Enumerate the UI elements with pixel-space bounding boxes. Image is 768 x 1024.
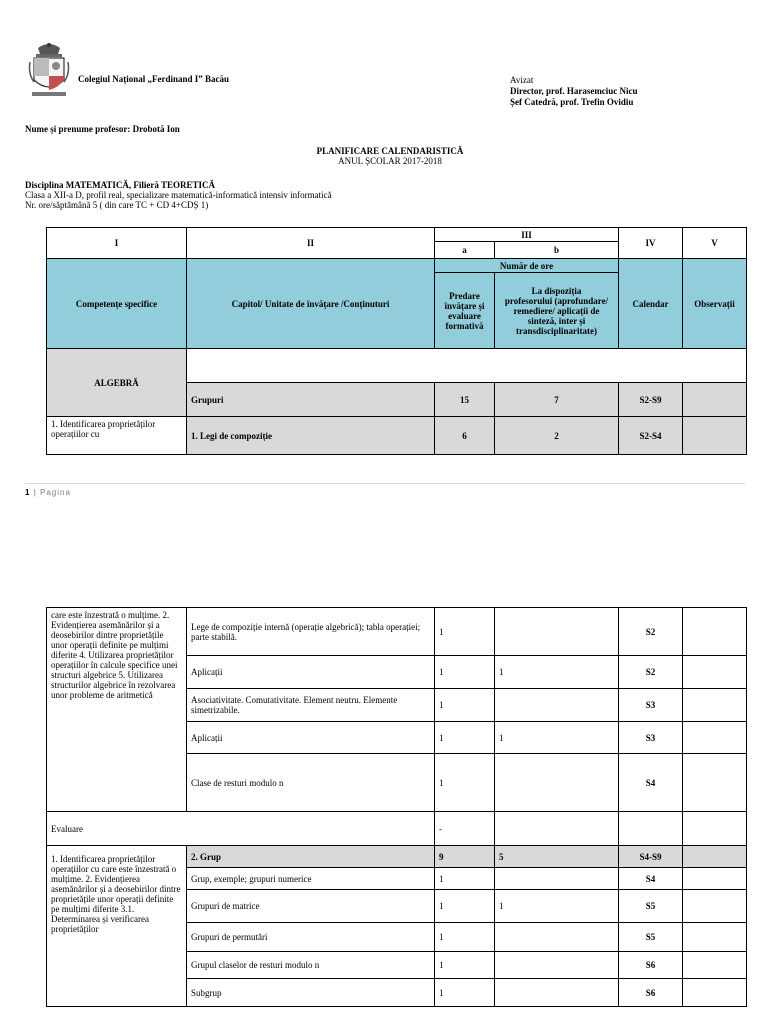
approval-label: Avizat bbox=[510, 75, 534, 85]
calendar-header: Calendar bbox=[619, 259, 683, 349]
grup-calendar: S4-S9 bbox=[619, 846, 683, 868]
nr-ore-header: Număr de ore bbox=[435, 259, 619, 273]
row-hours-a: 1 bbox=[435, 656, 495, 689]
grupuri-calendar: S2-S9 bbox=[619, 383, 683, 417]
row-hours-b bbox=[495, 754, 619, 812]
grup-hours-a: 9 bbox=[435, 846, 495, 868]
row-hours-a: 1 bbox=[435, 754, 495, 812]
row-name: Grupul claselor de resturi modulo n bbox=[187, 952, 435, 979]
capitol-header: Capitol/ Unitate de învățare /Conținuturi bbox=[187, 259, 435, 349]
row-hours-a: 1 bbox=[435, 890, 495, 923]
row-calendar: S5 bbox=[619, 890, 683, 923]
row-name: Grup, exemple; grupuri numerice bbox=[187, 868, 435, 890]
row-calendar: S6 bbox=[619, 979, 683, 1007]
footer-separator: | bbox=[33, 488, 37, 497]
legi-competence: 1. Identificarea proprietăților operațiilor cu bbox=[47, 417, 187, 455]
row-calendar: S2 bbox=[619, 608, 683, 656]
row-name: Aplicații bbox=[187, 656, 435, 689]
competente-header: Competențe specifice bbox=[47, 259, 187, 349]
row-hours-b: 1 bbox=[495, 722, 619, 754]
row-hours-a: 1 bbox=[435, 952, 495, 979]
row-hours-a: 1 bbox=[435, 689, 495, 722]
row-hours-a: 1 bbox=[435, 868, 495, 890]
row-observatii bbox=[683, 754, 747, 812]
predare-header: Predare învățare și evaluare formativă bbox=[435, 273, 495, 349]
row-hours-b bbox=[495, 868, 619, 890]
head-of-department: Șef Catedră, prof. Trefin Ovidiu bbox=[510, 97, 634, 107]
planning-table-page2 bbox=[46, 607, 747, 1007]
title-line-2: ANUL ȘCOLAR 2017-2018 bbox=[338, 156, 442, 166]
grupuri-hours-a: 15 bbox=[435, 383, 495, 417]
legi-calendar: S2-S4 bbox=[619, 417, 683, 455]
row-hours-a: 1 bbox=[435, 608, 495, 656]
row-hours-b bbox=[495, 689, 619, 722]
col-v-header: V bbox=[683, 228, 747, 259]
page-word: Pagina bbox=[40, 488, 71, 497]
legi-observatii bbox=[683, 417, 747, 455]
dispozitie-title: La dispoziția bbox=[531, 285, 582, 296]
row-name: Asociativitate. Comutativitate. Element neutru. Elemente simetrizabile. bbox=[187, 689, 435, 722]
approval-block bbox=[510, 75, 638, 108]
document-title bbox=[0, 146, 768, 166]
col-ii-header: II bbox=[187, 228, 435, 259]
competence-block-1: care este înzestrată o mulțime. 2. Evidențierea asemănărilor și a deosebirilor dintre proprietățile unor operații definite pe mulțimi diferite 4. Utilizarea proprietăților operațiilor în calcule specifice unei structuri algebrice 5. Utilizarea structurilor algebrice în rezolvarea unor probleme de aritmetică bbox=[47, 608, 187, 812]
row-name: Lege de compoziție internă (operație algebrică); tabla operației; parte stabilă. bbox=[187, 608, 435, 656]
grup-hours-b: 5 bbox=[495, 846, 619, 868]
col-iv-header: IV bbox=[619, 228, 683, 259]
row-calendar: S2 bbox=[619, 656, 683, 689]
competence-block-2: 1. Identificarea proprietăților operațiilor cu care este înzestrată o mulțime. 2. Evidențierea asemănărilor și a deosebirilor dintre proprietățile unor operații definite pe mulțimi diferite 3.1. Determinarea și verificarea proprietăților bbox=[47, 846, 187, 1007]
row-observatii bbox=[683, 868, 747, 890]
row-observatii bbox=[683, 608, 747, 656]
footer-divider bbox=[25, 483, 745, 484]
page-number: 1 bbox=[25, 488, 31, 497]
row-observatii bbox=[683, 722, 747, 754]
evaluare-hours-b bbox=[495, 812, 619, 846]
row-calendar: S4 bbox=[619, 868, 683, 890]
col-a-header: a bbox=[435, 242, 495, 259]
dispozitie-body: profesorului (aprofundare/ remediere/ aplicații de sinteză, inter și transdisciplinaritate) bbox=[504, 295, 609, 336]
row-name: Grupuri de permutări bbox=[187, 923, 435, 952]
row-hours-a: 1 bbox=[435, 923, 495, 952]
teacher-name: Nume și prenume profesor: Drobotă Ion bbox=[25, 124, 180, 134]
evaluare-calendar bbox=[619, 812, 683, 846]
row-calendar: S3 bbox=[619, 722, 683, 754]
row-name: Clase de resturi modulo n bbox=[187, 754, 435, 812]
hours-line: Nr. ore/săptămână 5 ( din care TC + CD 4+CDȘ 1) bbox=[25, 200, 209, 210]
row-observatii bbox=[683, 979, 747, 1007]
row-observatii bbox=[683, 689, 747, 722]
row-hours-b bbox=[495, 923, 619, 952]
row-calendar: S6 bbox=[619, 952, 683, 979]
grupuri-unit: Grupuri bbox=[187, 383, 435, 417]
director-name: Director, prof. Harasemciuc Nicu bbox=[510, 86, 638, 96]
row-hours-a: 1 bbox=[435, 979, 495, 1007]
row-hours-b: 1 bbox=[495, 890, 619, 923]
legi-unit: 1. Legi de compoziție bbox=[187, 417, 435, 455]
row-hours-b bbox=[495, 608, 619, 656]
school-crest-logo bbox=[28, 38, 70, 100]
discipline-info bbox=[25, 180, 332, 210]
row-name: Aplicații bbox=[187, 722, 435, 754]
empty-row bbox=[187, 349, 747, 383]
row-name: Grupuri de matrice bbox=[187, 890, 435, 923]
class-line: Clasa a XII-a D, profil real, specializare matematică-informatică intensiv informatică bbox=[25, 190, 332, 200]
grupuri-hours-b: 7 bbox=[495, 383, 619, 417]
legi-hours-a: 6 bbox=[435, 417, 495, 455]
row-observatii bbox=[683, 656, 747, 689]
row-hours-b: 1 bbox=[495, 656, 619, 689]
row-hours-b bbox=[495, 952, 619, 979]
col-iii-header: III bbox=[435, 228, 619, 242]
discipline-line: Disciplina MATEMATICĂ, Filieră TEORETICĂ bbox=[25, 180, 216, 190]
row-hours-b bbox=[495, 979, 619, 1007]
row-hours-a: 1 bbox=[435, 722, 495, 754]
dispozitie-header bbox=[495, 273, 619, 349]
col-b-header: b bbox=[495, 242, 619, 259]
row-name: Subgrup bbox=[187, 979, 435, 1007]
row-observatii bbox=[683, 952, 747, 979]
evaluare-observatii bbox=[683, 812, 747, 846]
row-calendar: S4 bbox=[619, 754, 683, 812]
observatii-header: Observații bbox=[683, 259, 747, 349]
row-observatii bbox=[683, 923, 747, 952]
row-calendar: S3 bbox=[619, 689, 683, 722]
evaluare-hours-a: - bbox=[435, 812, 495, 846]
planning-table-page1 bbox=[46, 227, 747, 455]
algebra-section: ALGEBRĂ bbox=[47, 349, 187, 417]
title-line-1: PLANIFICARE CALENDARISTICĂ bbox=[316, 146, 464, 156]
page-footer bbox=[25, 488, 71, 497]
grupuri-observatii bbox=[683, 383, 747, 417]
col-i-header: I bbox=[47, 228, 187, 259]
school-name: Colegiul Național „Ferdinand I” Bacău bbox=[78, 74, 230, 84]
row-observatii bbox=[683, 890, 747, 923]
grup-unit: 2. Grup bbox=[187, 846, 435, 868]
legi-hours-b: 2 bbox=[495, 417, 619, 455]
evaluare-label: Evaluare bbox=[47, 812, 435, 846]
grup-observatii bbox=[683, 846, 747, 868]
row-calendar: S5 bbox=[619, 923, 683, 952]
